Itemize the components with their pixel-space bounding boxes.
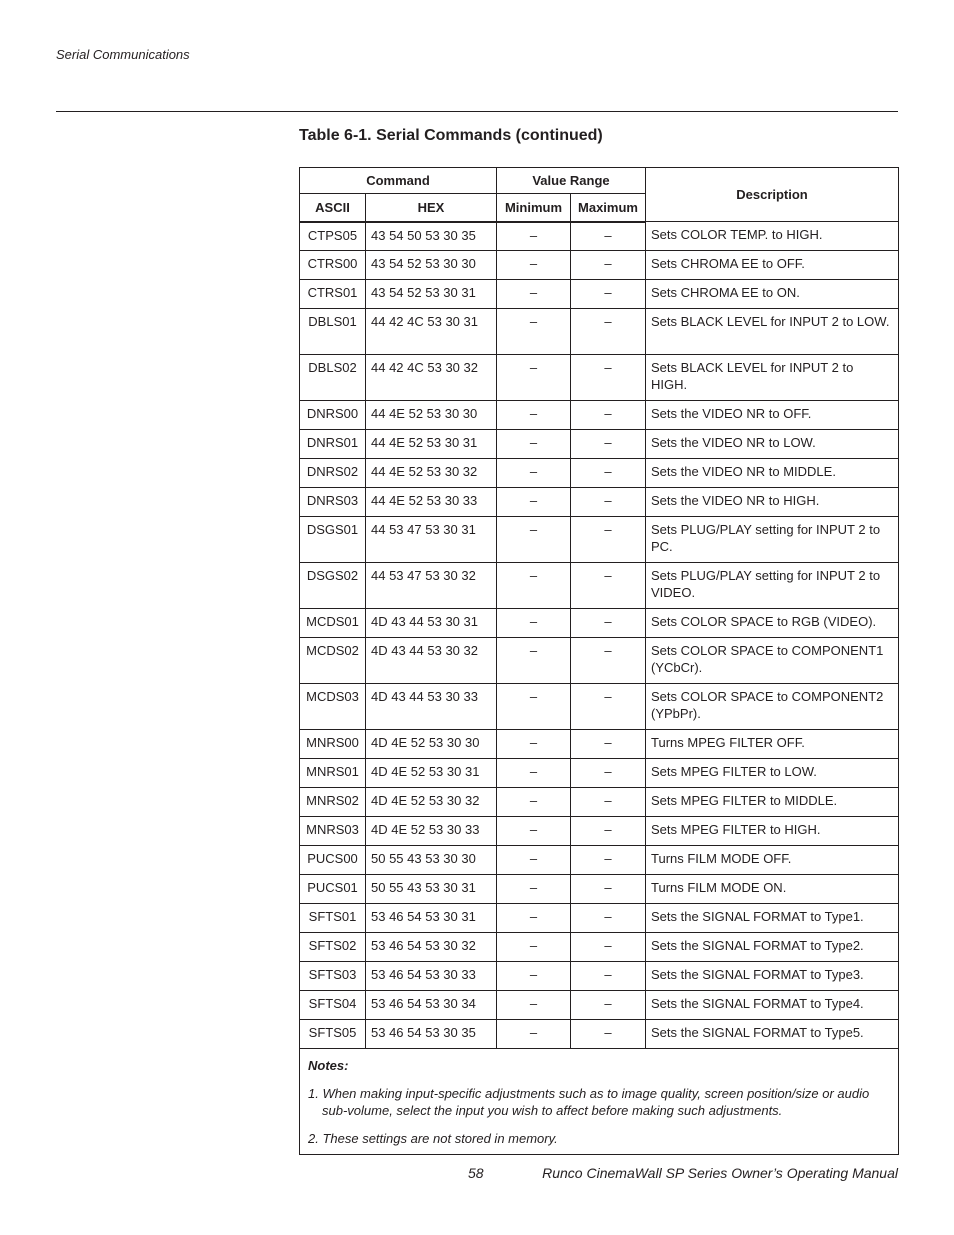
table-row [300, 904, 899, 933]
ascii-cell: MNRS00 [300, 730, 366, 759]
page-number: 58 [468, 1165, 484, 1181]
table-row [300, 609, 899, 638]
ascii-cell: DSGS02 [300, 563, 366, 609]
maximum-cell: – [571, 817, 646, 846]
description-cell: Sets BLACK LEVEL for INPUT 2 to HIGH. [646, 355, 899, 401]
maximum-cell: – [571, 251, 646, 280]
hex-cell: 4D 4E 52 53 30 31 [366, 759, 497, 788]
minimum-cell: – [497, 875, 571, 904]
maximum-cell: – [571, 684, 646, 730]
ascii-cell: MNRS01 [300, 759, 366, 788]
hex-cell: 44 4E 52 53 30 33 [366, 488, 497, 517]
note-1: 1. When making input-specific adjustments such as to image quality, screen position/size or audio sub-volume, select the input you wish to affect before making such adjustments. [308, 1086, 870, 1118]
hex-cell: 44 4E 52 53 30 32 [366, 459, 497, 488]
maximum-cell: – [571, 991, 646, 1020]
hex-cell: 44 53 47 53 30 31 [366, 517, 497, 563]
ascii-cell: DBLS02 [300, 355, 366, 401]
table-row [300, 309, 899, 355]
minimum-cell: – [497, 991, 571, 1020]
maximum-cell: – [571, 904, 646, 933]
ascii-cell: DNRS03 [300, 488, 366, 517]
description-cell: Sets BLACK LEVEL for INPUT 2 to LOW. [646, 309, 899, 355]
ascii-cell: CTPS05 [300, 222, 366, 251]
hex-cell: 4D 4E 52 53 30 30 [366, 730, 497, 759]
header-minimum: Minimum [497, 194, 571, 222]
description-cell: Sets the SIGNAL FORMAT to Type1. [646, 904, 899, 933]
minimum-cell: – [497, 251, 571, 280]
hex-cell: 53 46 54 53 30 35 [366, 1020, 497, 1049]
maximum-cell: – [571, 488, 646, 517]
description-cell: Sets MPEG FILTER to LOW. [646, 759, 899, 788]
ascii-cell: SFTS05 [300, 1020, 366, 1049]
table-row [300, 401, 899, 430]
maximum-cell: – [571, 563, 646, 609]
description-cell: Sets the SIGNAL FORMAT to Type4. [646, 991, 899, 1020]
maximum-cell: – [571, 933, 646, 962]
maximum-cell: – [571, 309, 646, 355]
hex-cell: 43 54 52 53 30 30 [366, 251, 497, 280]
hex-cell: 4D 43 44 53 30 33 [366, 684, 497, 730]
description-cell: Sets the SIGNAL FORMAT to Type3. [646, 962, 899, 991]
hex-cell: 44 42 4C 53 30 32 [366, 355, 497, 401]
table-row [300, 759, 899, 788]
minimum-cell: – [497, 730, 571, 759]
description-cell: Turns MPEG FILTER OFF. [646, 730, 899, 759]
hex-cell: 44 42 4C 53 30 31 [366, 309, 497, 355]
description-cell: Sets the VIDEO NR to MIDDLE. [646, 459, 899, 488]
minimum-cell: – [497, 430, 571, 459]
maximum-cell: – [571, 222, 646, 251]
description-cell: Sets PLUG/PLAY setting for INPUT 2 to VIDEO. [646, 563, 899, 609]
table-row [300, 280, 899, 309]
ascii-cell: SFTS04 [300, 991, 366, 1020]
hex-cell: 4D 43 44 53 30 32 [366, 638, 497, 684]
header-rule [56, 111, 898, 112]
minimum-cell: – [497, 488, 571, 517]
ascii-cell: SFTS03 [300, 962, 366, 991]
description-cell: Sets COLOR SPACE to COMPONENT1 (YCbCr). [646, 638, 899, 684]
ascii-cell: CTRS00 [300, 251, 366, 280]
table-row [300, 459, 899, 488]
minimum-cell: – [497, 1020, 571, 1049]
minimum-cell: – [497, 638, 571, 684]
notes-row [300, 1049, 899, 1155]
minimum-cell: – [497, 933, 571, 962]
ascii-cell: SFTS02 [300, 933, 366, 962]
maximum-cell: – [571, 1020, 646, 1049]
table-row [300, 991, 899, 1020]
table-row [300, 222, 899, 251]
maximum-cell: – [571, 517, 646, 563]
header-command: Command [300, 168, 497, 194]
ascii-cell: MCDS03 [300, 684, 366, 730]
maximum-cell: – [571, 280, 646, 309]
minimum-cell: – [497, 563, 571, 609]
ascii-cell: DSGS01 [300, 517, 366, 563]
maximum-cell: – [571, 962, 646, 991]
ascii-cell: PUCS00 [300, 846, 366, 875]
maximum-cell: – [571, 846, 646, 875]
ascii-cell: DNRS00 [300, 401, 366, 430]
description-cell: Sets MPEG FILTER to MIDDLE. [646, 788, 899, 817]
hex-cell: 44 4E 52 53 30 31 [366, 430, 497, 459]
hex-cell: 43 54 50 53 30 35 [366, 222, 497, 251]
maximum-cell: – [571, 759, 646, 788]
maximum-cell: – [571, 730, 646, 759]
minimum-cell: – [497, 280, 571, 309]
ascii-cell: DNRS01 [300, 430, 366, 459]
table-row [300, 846, 899, 875]
ascii-cell: MNRS02 [300, 788, 366, 817]
ascii-cell: MCDS02 [300, 638, 366, 684]
header-hex: HEX [366, 194, 497, 222]
description-cell: Sets COLOR SPACE to RGB (VIDEO). [646, 609, 899, 638]
description-cell: Turns FILM MODE ON. [646, 875, 899, 904]
maximum-cell: – [571, 788, 646, 817]
maximum-cell: – [571, 459, 646, 488]
minimum-cell: – [497, 222, 571, 251]
description-cell: Sets the VIDEO NR to OFF. [646, 401, 899, 430]
hex-cell: 43 54 52 53 30 31 [366, 280, 497, 309]
minimum-cell: – [497, 517, 571, 563]
hex-cell: 4D 4E 52 53 30 33 [366, 817, 497, 846]
note-2: 2. These settings are not stored in memory. [308, 1131, 558, 1146]
description-cell: Turns FILM MODE OFF. [646, 846, 899, 875]
maximum-cell: – [571, 355, 646, 401]
minimum-cell: – [497, 759, 571, 788]
maximum-cell: – [571, 401, 646, 430]
table-title: Table 6-1. Serial Commands (continued) [299, 127, 603, 144]
maximum-cell: – [571, 430, 646, 459]
description-cell: Sets the VIDEO NR to HIGH. [646, 488, 899, 517]
header-ascii: ASCII [300, 194, 366, 222]
table-row [300, 817, 899, 846]
table-row [300, 638, 899, 684]
table-row [300, 430, 899, 459]
ascii-cell: MCDS01 [300, 609, 366, 638]
description-cell: Sets CHROMA EE to OFF. [646, 251, 899, 280]
hex-cell: 50 55 43 53 30 30 [366, 846, 497, 875]
description-cell: Sets CHROMA EE to ON. [646, 280, 899, 309]
table-row [300, 684, 899, 730]
hex-cell: 53 46 54 53 30 32 [366, 933, 497, 962]
table-row [300, 962, 899, 991]
hex-cell: 50 55 43 53 30 31 [366, 875, 497, 904]
table-row [300, 251, 899, 280]
hex-cell: 44 53 47 53 30 32 [366, 563, 497, 609]
description-cell: Sets the SIGNAL FORMAT to Type5. [646, 1020, 899, 1049]
ascii-cell: MNRS03 [300, 817, 366, 846]
manual-title: Runco CinemaWall SP Series Owner’s Operating Manual [542, 1165, 898, 1181]
ascii-cell: DBLS01 [300, 309, 366, 355]
serial-commands-table [299, 167, 899, 1155]
table-row [300, 488, 899, 517]
header-description: Description [646, 168, 899, 222]
table-row [300, 933, 899, 962]
description-cell: Sets the SIGNAL FORMAT to Type2. [646, 933, 899, 962]
table-row [300, 355, 899, 401]
minimum-cell: – [497, 355, 571, 401]
ascii-cell: SFTS01 [300, 904, 366, 933]
table-body [300, 222, 899, 1049]
maximum-cell: – [571, 875, 646, 904]
description-cell: Sets MPEG FILTER to HIGH. [646, 817, 899, 846]
table-row [300, 788, 899, 817]
header-row-1 [300, 168, 899, 194]
description-cell: Sets the VIDEO NR to LOW. [646, 430, 899, 459]
hex-cell: 53 46 54 53 30 33 [366, 962, 497, 991]
table-row [300, 1020, 899, 1049]
table-row [300, 730, 899, 759]
minimum-cell: – [497, 962, 571, 991]
maximum-cell: – [571, 638, 646, 684]
hex-cell: 4D 43 44 53 30 31 [366, 609, 497, 638]
description-cell: Sets COLOR SPACE to COMPONENT2 (YPbPr). [646, 684, 899, 730]
minimum-cell: – [497, 459, 571, 488]
table-row [300, 517, 899, 563]
hex-cell: 53 46 54 53 30 31 [366, 904, 497, 933]
hex-cell: 4D 4E 52 53 30 32 [366, 788, 497, 817]
ascii-cell: PUCS01 [300, 875, 366, 904]
header-value-range: Value Range [497, 168, 646, 194]
minimum-cell: – [497, 309, 571, 355]
notes-title: Notes: [308, 1058, 349, 1073]
minimum-cell: – [497, 788, 571, 817]
ascii-cell: DNRS02 [300, 459, 366, 488]
minimum-cell: – [497, 684, 571, 730]
minimum-cell: – [497, 904, 571, 933]
description-cell: Sets PLUG/PLAY setting for INPUT 2 to PC. [646, 517, 899, 563]
hex-cell: 53 46 54 53 30 34 [366, 991, 497, 1020]
header-maximum: Maximum [571, 194, 646, 222]
table-row [300, 563, 899, 609]
notes-cell [300, 1049, 899, 1155]
hex-cell: 44 4E 52 53 30 30 [366, 401, 497, 430]
minimum-cell: – [497, 609, 571, 638]
minimum-cell: – [497, 401, 571, 430]
running-header: Serial Communications [56, 47, 190, 62]
maximum-cell: – [571, 609, 646, 638]
minimum-cell: – [497, 817, 571, 846]
description-cell: Sets COLOR TEMP. to HIGH. [646, 222, 899, 251]
ascii-cell: CTRS01 [300, 280, 366, 309]
minimum-cell: – [497, 846, 571, 875]
table-row [300, 875, 899, 904]
